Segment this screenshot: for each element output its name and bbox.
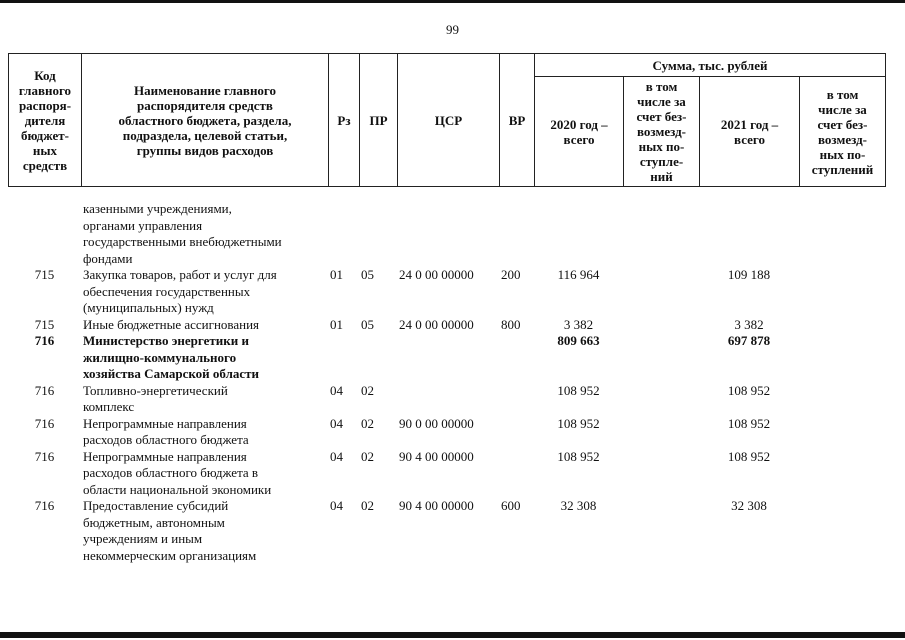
cell-pr: 05 (361, 267, 374, 282)
cell-rz: 04 (330, 498, 343, 513)
cell-code: 716 (34, 382, 55, 398)
header-pr: ПР (360, 54, 398, 187)
table-row (8, 267, 885, 317)
cell-rz: 04 (330, 448, 343, 464)
cell-name: Министерство энергетики и жилищно-коммунального хозяйства Самарской области (83, 333, 260, 381)
cell-2020-gratis (623, 383, 699, 416)
cell-code: 716 (34, 415, 55, 431)
cell-vr (499, 201, 534, 267)
cell-2021-gratis (799, 416, 885, 449)
cell-rz (328, 201, 359, 267)
cell-2021-total: 108 952 (727, 448, 771, 464)
cell-code: 715 (34, 267, 55, 282)
cell-2020-total: 116 964 (557, 267, 600, 282)
cell-2021-gratis (799, 449, 885, 499)
cell-2020-gratis (623, 333, 699, 383)
table-body (8, 201, 885, 564)
cell-name: Закупка товаров, работ и услуг для обеспечения государственных (муниципальных) нужд (83, 267, 277, 315)
cell-pr: 02 (361, 415, 374, 431)
cell-vr (499, 449, 534, 499)
cell-name: Непрограммные направления расходов областного бюджета (83, 415, 249, 447)
cell-2020-gratis (623, 449, 699, 499)
cell-2021-gratis (799, 498, 885, 564)
cell-2020-gratis (623, 317, 699, 334)
cell-code: 715 (34, 316, 55, 332)
cell-pr: 05 (361, 316, 374, 332)
cell-2020-total: 32 308 (560, 498, 597, 513)
cell-csr (397, 201, 499, 267)
cell-vr (499, 383, 534, 416)
header-name: Наименование главного распорядителя средств областного бюджета, раздела, подраздела, целевой статьи, группы видов расходов (82, 54, 329, 187)
header-2021-total: 2021 год – всего (700, 77, 800, 187)
cell-rz: 04 (330, 415, 343, 431)
cell-2020-total: 108 952 (557, 415, 600, 431)
table-row (8, 317, 885, 334)
cell-csr: 90 4 00 00000 (399, 448, 474, 464)
cell-csr: 90 0 00 00000 (399, 415, 474, 431)
table-row (8, 416, 885, 449)
cell-vr: 800 (501, 316, 521, 332)
cell-2021-gratis (799, 317, 885, 334)
cell-code: 716 (34, 333, 55, 348)
cell-vr: 200 (501, 267, 521, 282)
cell-pr (359, 333, 397, 383)
cell-csr (397, 333, 499, 383)
header-code: Код главного распоря- дителя бюджет- ных средств (9, 54, 82, 187)
cell-name: казенными учреждениями, органами управления государственными внебюджетными фондами (83, 201, 282, 266)
cell-2021-gratis (799, 333, 885, 383)
cell-2021-total: 108 952 (727, 382, 771, 398)
cell-2021-total: 697 878 (727, 333, 771, 348)
cell-vr (499, 333, 534, 383)
cell-2021-total (699, 201, 799, 267)
cell-pr: 02 (361, 498, 374, 513)
header-2021-gratis: в том числе за счет без- возмезд- ных по- ступлений (800, 77, 886, 187)
cell-2020-total: 809 663 (557, 333, 600, 348)
cell-2020-total: 108 952 (557, 448, 600, 464)
page-number: 99 (446, 22, 459, 37)
cell-2020-total: 108 952 (557, 382, 600, 398)
cell-csr: 24 0 00 00000 (399, 316, 474, 332)
bottom-rule (0, 632, 905, 638)
cell-name: Непрограммные направления расходов областного бюджета в области национальной экономики (83, 448, 272, 497)
cell-2020-total: 3 382 (563, 316, 594, 332)
cell-2021-gratis (799, 383, 885, 416)
cell-rz (328, 333, 359, 383)
cell-2021-gratis (799, 267, 885, 317)
cell-csr: 90 4 00 00000 (399, 498, 474, 513)
cell-code: 716 (34, 448, 55, 464)
cell-2021-total: 32 308 (731, 498, 767, 513)
header-2020-gratis: в том числе за счет без- возмезд- ных по- ступле- ний (624, 77, 700, 187)
table-row (8, 383, 885, 416)
cell-2021-total: 109 188 (727, 267, 771, 282)
cell-vr: 600 (501, 498, 521, 513)
cell-pr: 02 (361, 382, 374, 398)
header-rz: Рз (329, 54, 360, 187)
top-rule (0, 0, 905, 3)
header-sum: Сумма, тыс. рублей (535, 54, 886, 77)
table-row (8, 498, 885, 564)
cell-2021-total: 108 952 (727, 415, 771, 431)
cell-vr (499, 416, 534, 449)
cell-rz: 01 (330, 316, 343, 332)
cell-rz: 04 (330, 382, 343, 398)
cell-2020-total (534, 201, 623, 267)
cell-name: Иные бюджетные ассигнования (83, 316, 260, 332)
cell-pr (359, 201, 397, 267)
cell-2020-gratis (623, 416, 699, 449)
cell-2020-gratis (623, 498, 699, 564)
cell-name: Топливно-энергетический комплекс (83, 382, 228, 414)
cell-name: Предоставление субсидий бюджетным, автономным учреждениям и иным некоммерческим организациям (83, 498, 257, 563)
header-csr: ЦСР (398, 54, 500, 187)
table-row (8, 449, 885, 499)
cell-csr (397, 383, 499, 416)
cell-pr: 02 (361, 448, 374, 464)
header-2020-total: 2020 год – всего (535, 77, 624, 187)
cell-rz: 01 (330, 267, 343, 282)
cell-code (8, 201, 81, 267)
cell-code: 716 (34, 498, 55, 513)
cell-2020-gratis (623, 267, 699, 317)
table-row (8, 201, 885, 267)
cell-2021-gratis (799, 201, 885, 267)
cell-2021-total: 3 382 (734, 316, 764, 332)
table-row (8, 333, 885, 383)
table-header (8, 53, 886, 187)
cell-2020-gratis (623, 201, 699, 267)
cell-csr: 24 0 00 00000 (399, 267, 474, 282)
header-vr: ВР (500, 54, 535, 187)
